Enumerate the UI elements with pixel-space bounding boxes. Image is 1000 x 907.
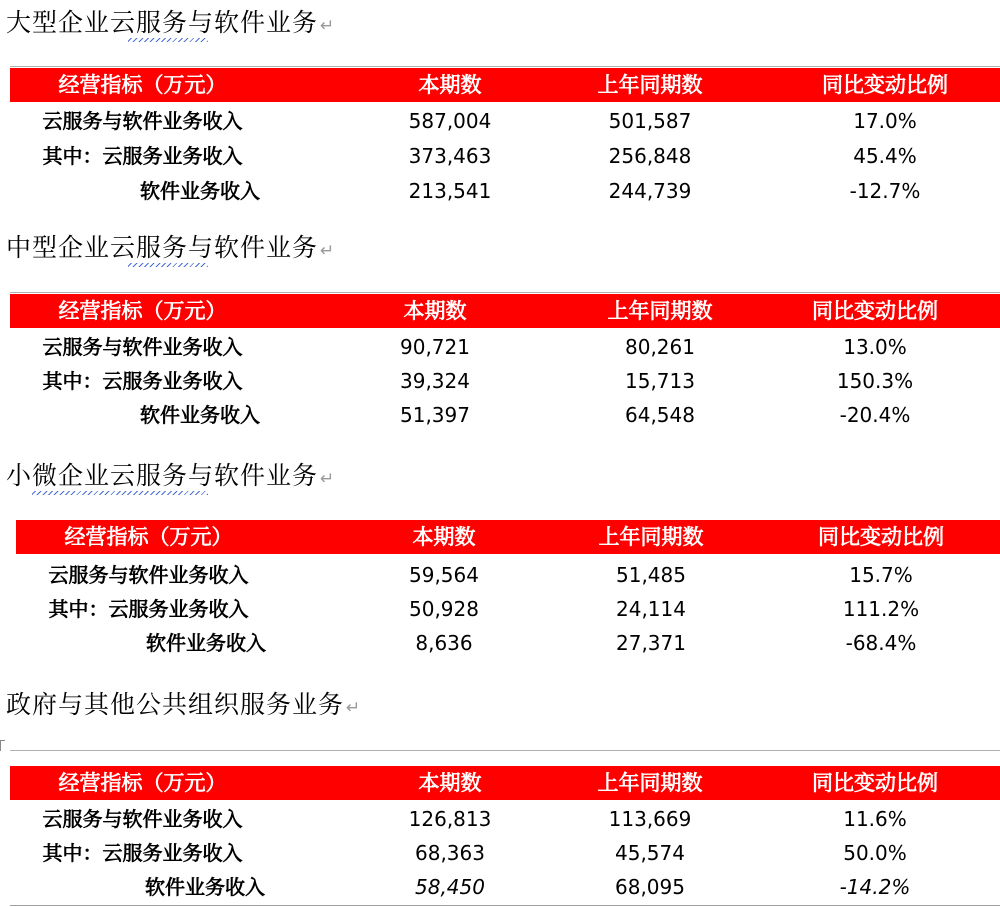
row-yoy: -14.2%	[839, 875, 911, 899]
col-header-prior: 上年同期数	[607, 299, 713, 323]
row-yoy: -20.4%	[839, 403, 911, 427]
table-row	[10, 330, 1000, 364]
return-mark-icon: ↵	[320, 241, 336, 261]
section-title: 小微企业云服务与软件业务	[6, 461, 319, 490]
row-prior: 113,669	[608, 807, 692, 831]
row-prior: 24,114	[616, 597, 686, 621]
table-row	[10, 836, 1000, 870]
col-header-yoy: 同比变动比例	[822, 73, 948, 97]
row-yoy: 11.6%	[843, 807, 907, 831]
row-prior: 501,587	[608, 109, 692, 133]
text-boundary-marker	[0, 740, 5, 751]
row-current: 51,397	[400, 403, 470, 427]
col-header-yoy: 同比变动比例	[812, 299, 938, 323]
return-mark-icon: ↵	[346, 698, 362, 718]
row-current: 8,636	[415, 631, 473, 655]
col-header-current: 本期数	[418, 771, 482, 795]
row-current: 68,363	[415, 841, 485, 865]
col-header-yoy: 同比变动比例	[818, 525, 944, 549]
row-prior: 68,095	[615, 875, 685, 899]
table-row	[10, 364, 1000, 398]
col-header-prior: 上年同期数	[598, 525, 704, 549]
spellcheck-underline	[128, 38, 208, 42]
col-header-current: 本期数	[418, 73, 482, 97]
table-header-row	[10, 766, 1000, 800]
row-label: 云服务与软件业务收入	[42, 335, 243, 359]
spellcheck-underline	[128, 263, 208, 267]
metrics-table	[10, 292, 1000, 432]
table-bottom-border	[10, 905, 1000, 906]
row-prior: 45,574	[615, 841, 685, 865]
row-label: 软件业务收入	[145, 875, 265, 899]
row-yoy: 17.0%	[853, 109, 917, 133]
row-label: 软件业务收入	[146, 631, 266, 655]
row-yoy: 50.0%	[843, 841, 907, 865]
section-heading	[6, 8, 335, 41]
metrics-table	[16, 520, 1000, 660]
section-heading	[6, 690, 361, 723]
row-current: 58,450	[415, 875, 485, 899]
row-prior: 51,485	[616, 563, 686, 587]
section-title: 中型企业云服务与软件业务	[6, 233, 319, 262]
table-row	[10, 104, 1000, 138]
table-row	[16, 592, 1000, 626]
row-label: 其中：云服务业务收入	[42, 144, 243, 168]
row-prior: 27,371	[616, 631, 686, 655]
row-label: 其中：云服务业务收入	[48, 597, 249, 621]
table-header-row	[10, 68, 1000, 102]
row-label: 云服务与软件业务收入	[42, 807, 243, 831]
table-row	[16, 626, 1000, 660]
table-row	[10, 398, 1000, 432]
col-header-yoy: 同比变动比例	[812, 771, 938, 795]
row-current: 59,564	[409, 563, 479, 587]
section-title: 大型企业云服务与软件业务	[6, 8, 319, 37]
row-prior: 244,739	[608, 179, 692, 203]
table-top-border	[10, 750, 1000, 751]
table-row	[10, 139, 1000, 173]
table-row	[10, 870, 1000, 904]
col-header-prior: 上年同期数	[597, 73, 703, 97]
col-header-metric: 经营指标（万元）	[58, 73, 227, 97]
col-header-metric: 经营指标（万元）	[58, 299, 227, 323]
metrics-table	[10, 750, 1000, 907]
spellcheck-underline	[32, 491, 208, 495]
row-yoy: -12.7%	[849, 179, 921, 203]
table-top-border	[10, 292, 1000, 293]
row-yoy: 150.3%	[836, 369, 914, 393]
row-label: 软件业务收入	[140, 179, 260, 203]
col-header-current: 本期数	[403, 299, 467, 323]
row-current: 213,541	[408, 179, 492, 203]
row-current: 90,721	[400, 335, 470, 359]
section-heading	[6, 233, 335, 266]
return-mark-icon: ↵	[320, 469, 336, 489]
row-prior: 256,848	[608, 144, 692, 168]
row-label: 其中：云服务业务收入	[42, 841, 243, 865]
return-mark-icon: ↵	[320, 16, 336, 36]
row-label: 软件业务收入	[140, 403, 260, 427]
table-header-row	[10, 294, 1000, 328]
row-yoy: 111.2%	[842, 597, 920, 621]
row-yoy: 13.0%	[843, 335, 907, 359]
section-heading	[6, 461, 335, 494]
row-label: 云服务与软件业务收入	[48, 563, 249, 587]
row-yoy: 45.4%	[853, 144, 917, 168]
col-header-metric: 经营指标（万元）	[58, 771, 227, 795]
row-yoy: -68.4%	[845, 631, 917, 655]
row-current: 126,813	[408, 807, 492, 831]
table-top-border	[10, 66, 1000, 67]
row-prior: 64,548	[625, 403, 695, 427]
row-current: 50,928	[409, 597, 479, 621]
table-row	[10, 802, 1000, 836]
col-header-metric: 经营指标（万元）	[64, 525, 233, 549]
col-header-current: 本期数	[412, 525, 476, 549]
section-title: 政府与其他公共组织服务业务	[6, 690, 345, 719]
metrics-table	[10, 66, 1000, 206]
row-yoy: 15.7%	[849, 563, 913, 587]
row-current: 373,463	[408, 144, 492, 168]
row-current: 39,324	[400, 369, 470, 393]
table-header-row	[16, 520, 1000, 554]
col-header-prior: 上年同期数	[597, 771, 703, 795]
row-current: 587,004	[408, 109, 492, 133]
table-row	[16, 558, 1000, 592]
table-row	[10, 174, 1000, 208]
row-prior: 15,713	[625, 369, 695, 393]
row-label: 云服务与软件业务收入	[42, 109, 243, 133]
row-prior: 80,261	[625, 335, 695, 359]
row-label: 其中：云服务业务收入	[42, 369, 243, 393]
